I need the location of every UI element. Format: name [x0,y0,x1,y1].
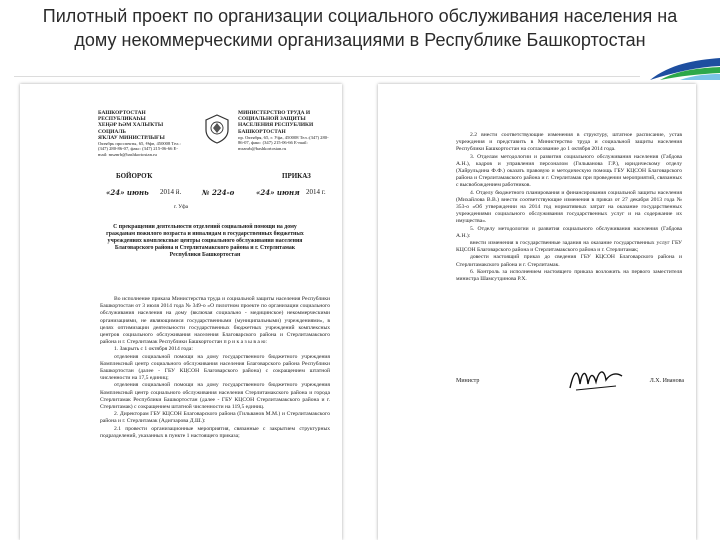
order-paragraph: Во исполнение приказа Министерства труда и социальной защиты населения Республики Башкортостан от 3 июля 2014 года № 349-о «О пилотном проекте по организации социального обслуживания населения на дому (включая социально - медицинское) некоммерческими организациями, не являющимися государственными (муниципальными) учреждениями», в целях оптимизации деятельности государственных бюджетных учреждений комплексных центров социального обслуживания населения Благоварского района и Стерлитамакского района и г. Стерлитамак Республики Башкортостан п р и к а з ы в а ю: [100,296,330,346]
order-document-page-2 [378,84,696,540]
header-bashkir-line-1: БАШКОРТОСТАН РЕСПУБЛИКАҺЫ [98,110,146,123]
slide-title [0,4,720,52]
order-paragraph: 2. Директорам ГБУ КЦСОН Благоварского района (Гильванов М.М.) и Стерлитамакского района и г. Стерлитамак (Адигзарова Д.Ш.): [100,411,330,425]
signer-position: Министр [456,378,480,384]
order-year-bashkir: 2014 й. [160,188,182,196]
order-body-page-1 [100,296,330,440]
header-russian [238,110,330,151]
corner-accent-graphic [650,58,720,80]
order-paragraph: 4. Отделу бюджетного планирования и финансирования социальной защиты населения (Михайлова В.В.) внести соответствующие изменения в приказ от 27 декабря 2013 года № 353-о «Об утверждении на 2014 год нормативных затрат на оказание государственных учреждениями социального обслуживания государственных услуг и на содержание их имущества». [456,189,682,225]
order-paragraph: 6. Контроль за исполнением настоящего приказа возложить на первого заместителя министра Шамсутдинова Р.Х. [456,268,682,283]
order-paragraph: 1. Закрыть с 1 октября 2014 года: [114,346,193,353]
order-date-bashkir: «24» июнь [106,188,149,197]
order-number: № 224-о [202,188,235,197]
signature-block [456,364,684,400]
header-bashkir-address: Октябрь проспекты, 65, Өфө, 450008 Тел.:(347) 280-86-07, факс: (347) 215-06-66 E-mail: msznrb@bashkortostan.ru [98,141,181,157]
order-heading-bashkir: БОЙОРОҠ [116,172,153,180]
order-date-russian: «24» июня [256,188,300,197]
signer-name: Л.Х. Иванова [649,378,684,384]
header-russian-address: пр. Октября, 65, г. Уфа, 450008 Тел.:(347) 280-86-07, факс: (347) 215-06-66 E-mail: msznrb@bashkortostan.ru [238,134,329,151]
header-russian-line-3: НАСЕЛЕНИЯ РЕСПУБЛИКИ БАШКОРТОСТАН [238,122,314,135]
header-russian-line-1: МИНИСТЕРСТВО ТРУДА И [238,110,311,116]
header-bashkir-line-2: ХЕҢӘР ҺӘМ ХАЛЫҠТЫ СОЦИАЛЬ [98,122,164,135]
header-russian-line-2: СОЦИАЛЬНОЙ ЗАЩИТЫ [238,116,306,123]
order-paragraph: 2.1 провести организационные мероприятия, связанные с закрытием структурных подразделений, указанных в пункте 1 настоящего приказа; [100,425,330,439]
order-subject: С прекращении деятельности отделений социальной помощи на дому гражданам пожилого возраста и инвалидам в государственных бюджетных учреждениях комплексные центры социального обслуживания населения Благоварского района и Стерлитамакского района и г. Стерлитамак Республики Башкортостан [106,224,304,258]
order-paragraph: внести изменения в государственные задания на оказание государственных услуг ГБУ КЦСОН Благоварского района и Стерлитамакского района и г. Стерлитамак; [456,240,682,254]
order-paragraph: отделения социальной помощи на дому государственного бюджетного учреждения Комплексный центр социального обслуживания населения Благоварского района Республики Башкортостан (далее - ГБУ КЦСОН Благоварского района) с сокращением штатной численности на 17,5 единиц; [100,353,330,382]
republic-emblem-icon [204,114,230,144]
handwritten-signature [566,364,626,394]
order-paragraph: 2.2 внести соответствующие изменения в структуру, штатное расписание, устав учреждения и представить в Министерство труда и социальной защиты населения Республики Башкортостан на согласование до 1 октября 2014 года. [456,132,682,153]
header-bashkir [98,110,186,157]
slide-title-line-1: Пилотный проект по организации социального обслуживания населения на [42,6,678,26]
order-heading-russian: ПРИКАЗ [282,172,311,180]
order-paragraph: 3. Отделам методологии и развития социального обслуживания населения (Габдова А.Н.), кадров и управления персоналом (Гильванова Г.Р.), юридическому отделу (Хайрульдина Ф.Ф.) оказать правовую и методическую помощь ГБУ КЦСОН Благоварского района и Стерлитамакского района и г. Стерлитамак при проведении мероприятий, связанных с высвобождением работников. [456,153,682,189]
header-bashkir-line-3: ЯҠЛАУ МИНИСТРЛЫҒЫ [98,134,165,141]
order-body-page-2 [456,132,682,283]
title-divider [14,76,640,77]
order-paragraph: довести настоящий приказ до сведения ГБУ КЦСОН Благоварского района и Стерлитамакского района и г. Стерлитамак. [456,254,682,268]
order-city: г. Уфа [173,204,189,210]
order-paragraph: отделения социальной помощи на дому государственного бюджетного учреждения Комплексный центр социального обслуживания населения Стерлитамакского района и города Стерлитамак Республики Башкортостан (далее - ГБУ КЦСОН Стерлитамакского района и г. Стерлитамак) с сокращением штатной численности на 119,5 единиц. [100,382,330,411]
order-year-russian: 2014 г. [306,188,326,196]
slide-title-line-2: дому некоммерческими организациями в Республике Башкортостан [74,30,646,50]
order-paragraph: 5. Отделу методологии и развития социального обслуживания населения (Габдова А.Н.): [456,225,682,239]
order-document-page-1 [20,84,342,540]
